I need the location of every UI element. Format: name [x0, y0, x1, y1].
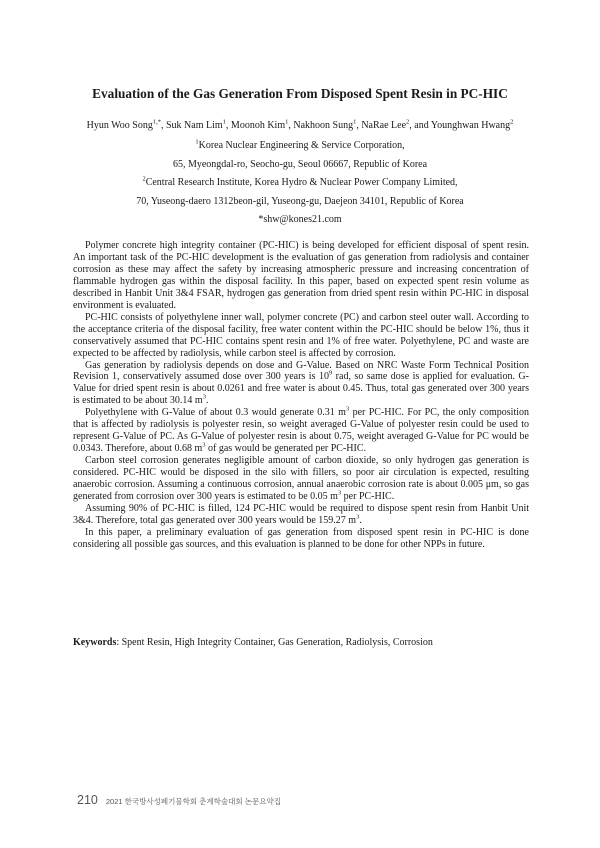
keywords-label: Keywords [73, 637, 117, 648]
keywords [73, 637, 529, 648]
affiliation-2-name: $^2$Central Research Institute, Korea Hydro & Nuclear Power Company Limited, [142, 175, 458, 188]
author-name: Suk Nam Lim [166, 120, 223, 131]
author-name: Hyun Woo Song [86, 120, 153, 131]
page-number: 210 [77, 793, 98, 807]
paragraph: Polyethylene with G-Value of about 0.3 would generate 0.31 $m^3$ per PC-HIC. For PC, the only composition that is affected by radiolysis is polyester resin, so weight averaged G-Value of polyester resin could be used to represent G-Value of PC. As G-Value of polyester resin is about 0.75, weight averaged G-Value for PC would be 0.0343. Therefore, about 0.68 $m^3$ of gas would be generated per PC-HIC. [73, 406, 529, 455]
author-affiliation-mark: 2 [406, 118, 410, 126]
author-name: Moonoh Kim [230, 120, 286, 131]
author-list: Hyun Woo Song$^{1,*}$, Suk Nam Lim$^1$, Moonoh Kim$^1$, Nakhoon Sung$^1$, NaRae Lee$^2$, and Younghwan Hwang$^2$ [86, 118, 514, 131]
abstract-body [73, 240, 529, 551]
author-name: Younghwan Hwang [430, 120, 511, 131]
affiliation-1-address: 65, Myeongdal-ro, Seocho-gu, Seoul 06667, Republic of Korea [172, 159, 428, 170]
author-affiliation-mark: 1 [285, 118, 289, 126]
corresponding-email: *shw@kones21.com [258, 214, 342, 225]
author-affiliation-mark: 1,* [152, 118, 161, 126]
proceedings-title: 2021 한국방사성폐기물학회 춘계학술대회 논문요약집 [105, 797, 281, 806]
author-name: NaRae Lee [361, 120, 407, 131]
affiliation-2-address: 70, Yuseong-daero 1312beon-gil, Yuseong-gu, Daejeon 34101, Republic of Korea [136, 196, 464, 207]
author-affiliation-mark: 2 [510, 118, 514, 126]
keywords-list: : Spent Resin, High Integrity Container, Gas Generation, Radiolysis, Corrosion [116, 637, 433, 648]
author-affiliation-mark: 1 [353, 118, 357, 126]
paragraph: PC-HIC consists of polyethylene inner wall, polymer concrete (PC) and carbon steel outer wall. According to the acceptance criteria of the disposal facility, free water content within the PC-HIC should be below 1%, thus it conservatively assumed that PC-HIC contains spent resin and 1% of free water. Polyethylene, PC and waste are expected to be affected by radiolysis, while carbon steel is affected by corrosion. [73, 311, 529, 359]
paragraph: In this paper, a preliminary evaluation of gas generation from disposed spent resin in PC-HIC is done considering all possible gas sources, and this evaluation is planned to be done for other NPPs in future. [73, 526, 529, 550]
author-name: Nakhoon Sung [293, 120, 354, 131]
paragraph: Gas generation by radiolysis depends on dose and G-Value. Based on NRC Waste Form Technical Position Revision 1, conservatively assumed dose over 300 years is $10^9$ rad, so same dose is applied for evaluation. G-Value for dried spent resin is about 0.0261 and free water is about 0.45. Thus, total gas generated over 300 years is estimated to be about 30.14 $m^3$. [73, 359, 529, 407]
paragraph: Assuming 90% of PC-HIC is filled, 124 PC-HIC would be required to dispose spent resin from Hanbit Unit 3&4. Therefore, total gas generated over 300 years would be 159.27 $m^3$. [73, 502, 529, 526]
paragraph: Polymer concrete high integrity container (PC-HIC) is being developed for efficient disposal of spent resin. An important task of the PC-HIC development is the evaluation of gas generation from radiolysis and container corrosion as these may affect the safety by increasing atmospheric pressure and increasing concentration of flammable hydrogen gas within the disposal facility. In this paper, based on expected spent resin volume as described in Hanbit Unit 3&4 FSAR, hydrogen gas generation from dried spent resin within PC-HIC in disposal environment is evaluated. [73, 240, 529, 311]
paper-title: Evaluation of the Gas Generation From Disposed Spent Resin in PC-HIC [92, 86, 508, 101]
affiliation-1-name: $^1$Korea Nuclear Engineering & Service Corporation, [195, 138, 405, 151]
author-affiliation-mark: 1 [222, 118, 226, 126]
page-footer [77, 793, 281, 807]
paragraph: Carbon steel corrosion generates negligible amount of carbon dioxide, so only hydrogen gas generation is considered. PC-HIC would be disposed in the silo with fillers, so poor air circulation is expected, resulting anaerobic corrosion. Assuming a continuous corrosion, annual anaerobic corrosion rate is about 0.005 μm, so gas generated from corrosion over 300 years is estimated to be 0.05 $m^3$ per PC-HIC. [73, 455, 529, 503]
